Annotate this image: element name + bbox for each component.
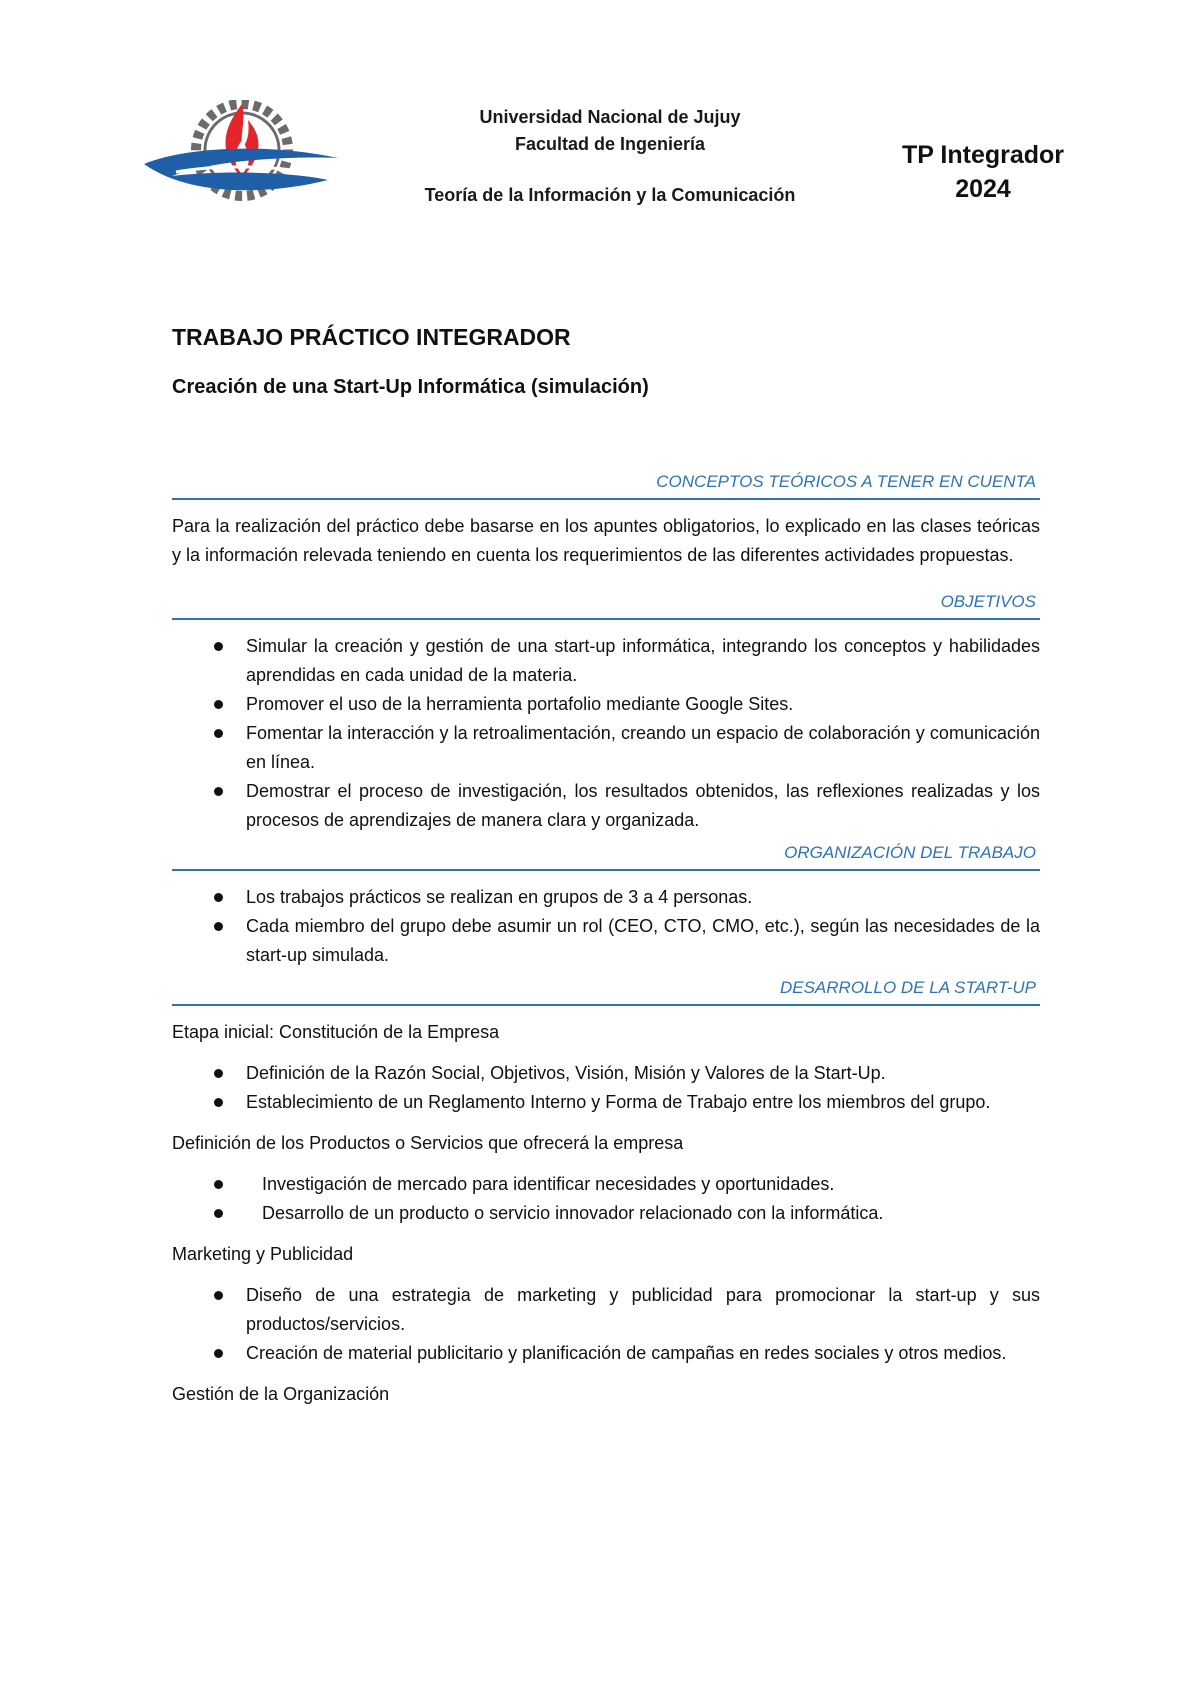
bullet-icon: [214, 1349, 223, 1358]
list-item: Promover el uso de la herramienta portafolio mediante Google Sites.: [172, 690, 1040, 719]
section-heading-development: DESARROLLO DE LA START-UP: [172, 976, 1040, 1006]
bullet-icon: [214, 729, 223, 738]
document-title: TRABAJO PRÁCTICO INTEGRADOR: [172, 324, 571, 350]
bullet-icon: [214, 700, 223, 709]
tp-label: TP Integrador: [901, 141, 1065, 169]
faculty-name: Facultad de Ingeniería: [514, 134, 706, 154]
stage-title-management: Gestión de la Organización: [172, 1384, 390, 1404]
list-item: Simular la creación y gestión de una start-up informática, integrando los conceptos y habilidades aprendidas en cada unidad de la materia.: [172, 632, 1040, 690]
list-item: Desarrollo de un producto o servicio innovador relacionado con la informática.: [172, 1199, 1040, 1228]
bullet-icon: [214, 1209, 223, 1218]
stage-title-marketing: Marketing y Publicidad: [172, 1244, 354, 1264]
list-item: Cada miembro del grupo debe asumir un rol (CEO, CTO, CMO, etc.), según las necesidades de la start-up simulada.: [172, 912, 1040, 970]
concepts-paragraph: Para la realización del práctico debe basarse en los apuntes obligatorios, lo explicado en las clases teóricas y la información relevada teniendo en cuenta los requerimientos de las diferentes actividades propuestas.: [172, 516, 1040, 565]
organization-list: [172, 883, 1040, 970]
bullet-icon: [214, 1291, 223, 1300]
section-heading-organization: ORGANIZACIÓN DEL TRABAJO: [172, 841, 1040, 871]
list-item: Investigación de mercado para identificar necesidades y oportunidades.: [172, 1170, 1040, 1199]
list-item: Demostrar el proceso de investigación, los resultados obtenidos, las reflexiones realizadas y los procesos de aprendizajes de manera clara y organizada.: [172, 777, 1040, 835]
header-institution: [400, 104, 820, 209]
list-item: Diseño de una estrategia de marketing y publicidad para promocionar la start-up y sus productos/servicios.: [172, 1281, 1040, 1339]
stage-title-initial: Etapa inicial: Constitución de la Empresa: [172, 1022, 500, 1042]
tp-integrador-label: [878, 138, 1088, 206]
bullet-icon: [214, 1069, 223, 1078]
bullet-icon: [214, 787, 223, 796]
document-subtitle: Creación de una Start-Up Informática (simulación): [172, 376, 649, 398]
document-body: [172, 320, 1040, 1409]
subject-name: Teoría de la Información y la Comunicación: [424, 185, 796, 205]
list-item: Los trabajos prácticos se realizan en grupos de 3 a 4 personas.: [172, 883, 1040, 912]
bullet-icon: [214, 1180, 223, 1189]
bullet-icon: [214, 893, 223, 902]
list-item: Establecimiento de un Reglamento Interno y Forma de Trabajo entre los miembros del grupo.: [172, 1088, 1040, 1117]
stage-title-products: Definición de los Productos o Servicios que ofrecerá la empresa: [172, 1133, 684, 1153]
objectives-list: [172, 632, 1040, 835]
list-item: Creación de material publicitario y planificación de campañas en redes sociales y otros medios.: [172, 1339, 1040, 1368]
bullet-icon: [214, 642, 223, 651]
section-heading-objectives: OBJETIVOS: [172, 590, 1040, 620]
stage3-list: [172, 1281, 1040, 1368]
stage2-list: [172, 1170, 1040, 1228]
section-heading-concepts: CONCEPTOS TEÓRICOS A TENER EN CUENTA: [172, 470, 1040, 500]
university-name: Universidad Nacional de Jujuy: [479, 107, 741, 127]
university-logo: [142, 100, 340, 212]
flame-gear-icon: [142, 100, 340, 212]
tp-year: 2024: [955, 175, 1011, 203]
list-item: Definición de la Razón Social, Objetivos, Visión, Misión y Valores de la Start-Up.: [172, 1059, 1040, 1088]
stage1-list: [172, 1059, 1040, 1117]
list-item: Fomentar la interacción y la retroalimentación, creando un espacio de colaboración y comunicación en línea.: [172, 719, 1040, 777]
bullet-icon: [214, 1098, 223, 1107]
bullet-icon: [214, 922, 223, 931]
